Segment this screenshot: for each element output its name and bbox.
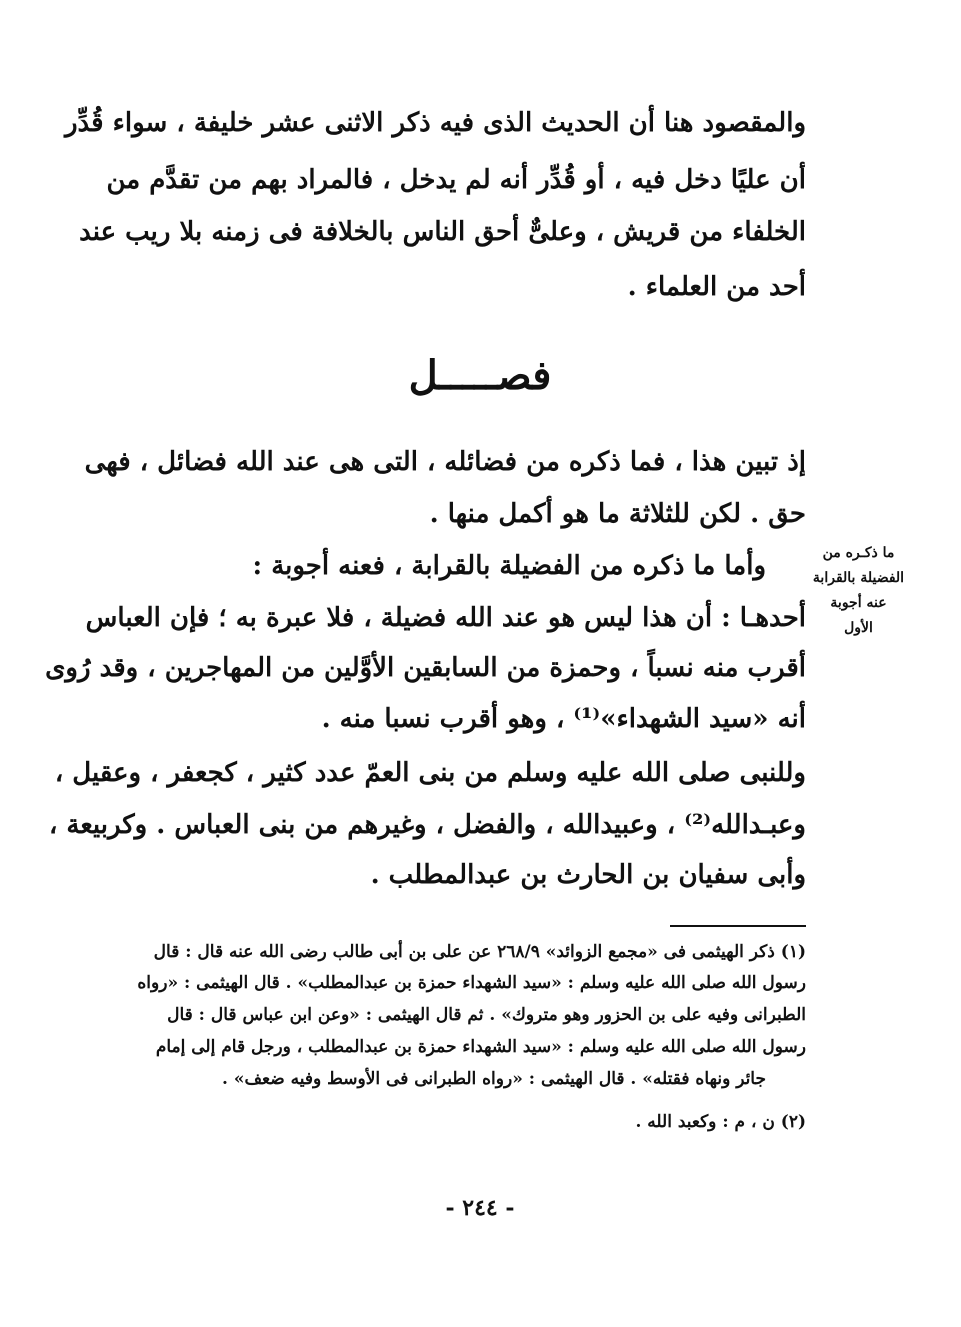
footnote-line: رسول الله صلى الله عليه وسلم : «سيد الشهداء حمزة بن عبدالمطلب ، ورجل قام إلى إمام	[155, 1037, 806, 1057]
body-line: حق . لكن للثلاثة ما هو أكمل منها .	[429, 499, 806, 529]
body-line: أنه «سيد الشهداء»⁽¹⁾ ، وهو أقرب نسبا منه .	[321, 704, 806, 734]
page-number: - ٢٤٤ -	[445, 1195, 515, 1221]
body-line: إذ تبين هذا ، فما ذكره من فضائله ، التى هى عند الله فضائل ، فهى	[84, 447, 806, 477]
body-line: أحد من العلماء .	[627, 272, 806, 302]
margin-note-line: الأول	[844, 620, 873, 636]
body-line: وأما ما ذكره من الفضيلة بالقرابة ، فعنه أجوبة :	[252, 551, 766, 581]
footnote-separator	[670, 925, 806, 927]
section-title: فصـــــل	[408, 352, 552, 399]
body-line: أن عليًا دخل فيه ، أو قُدِّر أنه لم يدخل ، فالمراد بهم من تقدَّم من	[106, 165, 806, 195]
body-line: وأبى سفيان بن الحارث بن عبدالمطلب .	[370, 860, 806, 890]
footnote-line: (١) ذكر الهيثمى فى «مجمع الزوائد» ٢٦٨/٩ عن على بن أبى طالب رضى الله عنه قال : قال	[153, 942, 806, 962]
footnote-line: الطبرانى وفيه على بن الحزور وهو متروك» . ثم قال الهيثمى : «وعن ابن عباس قال : قال	[167, 1005, 806, 1025]
body-line: أقرب منه نسباً ، وحمزة من السابقين الأوَّلين من المهاجرين ، وقد رُوى	[45, 653, 806, 683]
footnote-line: رسول الله صلى الله عليه وسلم : «سيد الشهداء حمزة بن عبدالمطلب» . قال الهيثمى : «رواه	[137, 973, 806, 993]
margin-note	[796, 541, 921, 641]
margin-note-line: الفضيلة بالقرابة	[812, 570, 905, 586]
body-line: والمقصود هنا أن الحديث الذى فيه ذكر الاثنى عشر خليفة ، سواء قُدِّر	[64, 108, 806, 138]
body-line: أحدهـا : أن هذا ليس هو عند الله فضيلة ، فلا عبرة به ؛ فإن العباس	[85, 603, 806, 633]
body-line: الخلفاء من قريش ، وعلىٌّ أحق الناس بالخلافة فى زمنه بلا ريب عند	[79, 217, 806, 247]
footnote-line: (٢) ن ، م : وكعبد الله .	[635, 1112, 806, 1132]
body-line: وللنبى صلى الله عليه وسلم من بنى العمّ عدد كثير ، كجعفر ، وعقيل ،	[54, 758, 806, 788]
margin-note-line: عنه أجوبة	[830, 595, 887, 611]
margin-note-line: ما ذكـره من	[822, 545, 895, 561]
body-line: وعبـدالله⁽²⁾ ، وعبيدالله ، والفضل ، وغيرهم من بنى العباس . وكربيعة ،	[48, 810, 806, 840]
footnote-line: جائر ونهاه فقتله» . قال الهيثمى : «رواه الطبرانى فى الأوسط وفيه ضعف» .	[222, 1069, 766, 1089]
